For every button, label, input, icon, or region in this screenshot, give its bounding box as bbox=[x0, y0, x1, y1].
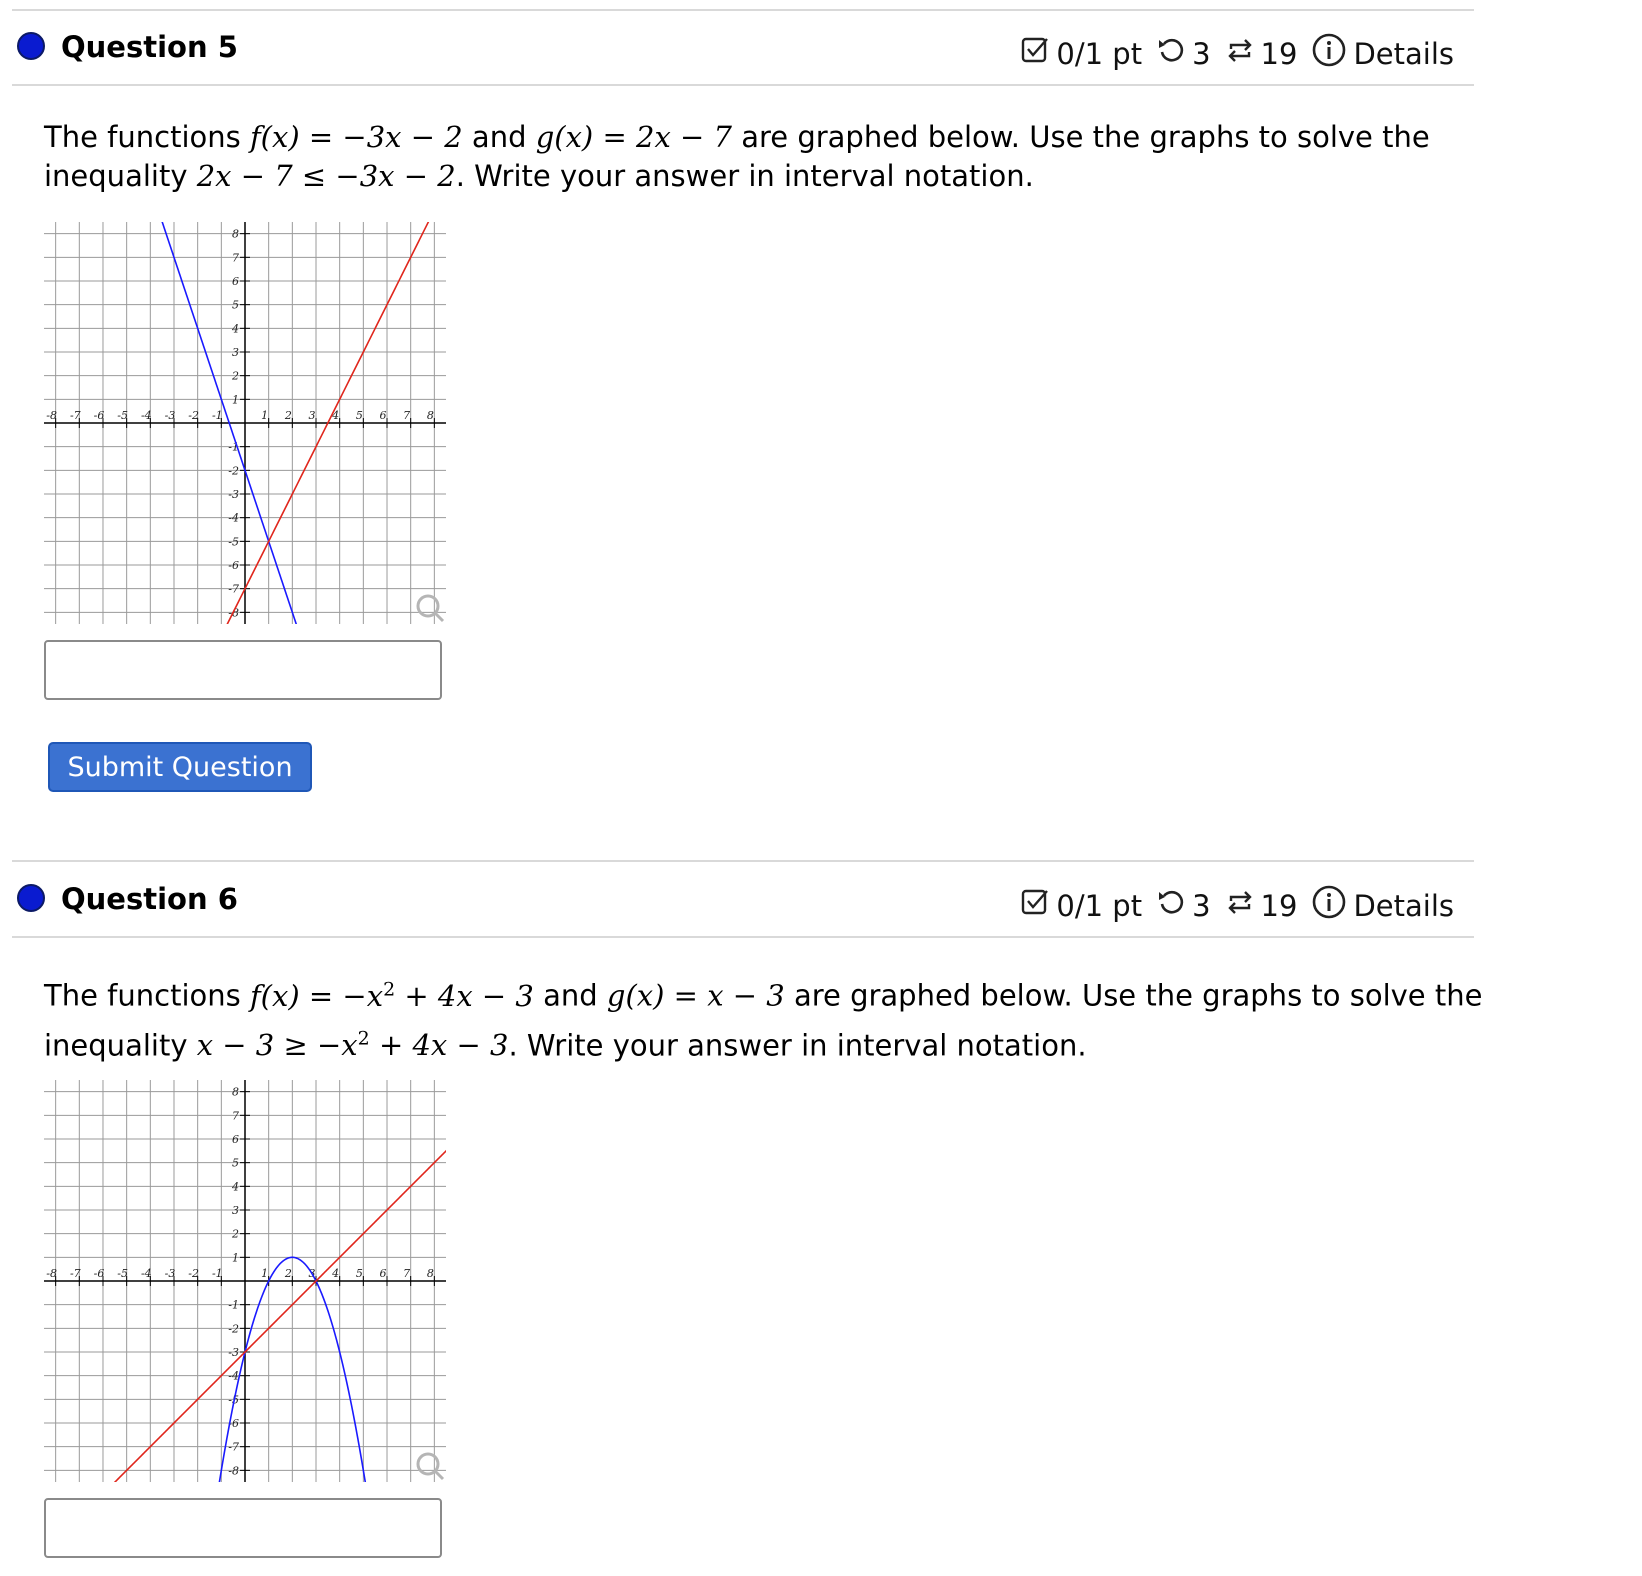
x-tick-label: 2 bbox=[284, 409, 292, 422]
y-tick-label: -3 bbox=[228, 1346, 239, 1360]
y-tick-label: -6 bbox=[228, 1417, 239, 1431]
attempts-text: 19 bbox=[1260, 36, 1298, 71]
f-expression: −3x − 2 bbox=[342, 120, 463, 154]
x-tick-label: 1 bbox=[261, 409, 269, 422]
question-6-header bbox=[12, 860, 1474, 940]
y-tick-label: 4 bbox=[232, 1180, 239, 1194]
f-expression: + 4x − 3 bbox=[395, 978, 534, 1013]
g-label: g(x) = bbox=[606, 978, 708, 1013]
y-tick-label: -5 bbox=[228, 1393, 239, 1407]
y-tick-label: -6 bbox=[228, 559, 239, 573]
problem-line-1 bbox=[44, 118, 1430, 157]
divider bbox=[12, 84, 1474, 86]
y-tick-label: 3 bbox=[232, 1203, 239, 1217]
magnifier-icon[interactable] bbox=[418, 1454, 443, 1479]
repeat-icon bbox=[1225, 887, 1255, 924]
magnifier-icon[interactable] bbox=[418, 596, 443, 621]
y-tick-label: -7 bbox=[228, 582, 239, 596]
x-tick-label: -3 bbox=[164, 1267, 176, 1280]
y-tick-label: -4 bbox=[228, 1369, 239, 1383]
x-tick-label: -6 bbox=[93, 409, 105, 422]
question-bullet-icon bbox=[17, 884, 45, 912]
y-tick-label: 7 bbox=[232, 251, 239, 265]
graph-question-6 bbox=[44, 1080, 446, 1482]
retry-icon bbox=[1156, 887, 1186, 924]
inequality bbox=[197, 1028, 509, 1062]
x-tick-label: 6 bbox=[379, 409, 387, 422]
x-tick-label: 1 bbox=[261, 1267, 269, 1280]
magnifier-handle bbox=[435, 1471, 443, 1479]
f-exponent: 2 bbox=[383, 978, 396, 1000]
details-link[interactable]: Details bbox=[1353, 36, 1454, 71]
question-bullet-icon bbox=[17, 32, 45, 60]
inequality-part: + 4x − 3 bbox=[369, 1028, 509, 1063]
submit-question-button[interactable]: Submit Question bbox=[48, 742, 312, 792]
x-tick-label: -3 bbox=[164, 409, 176, 422]
info-icon[interactable] bbox=[1311, 884, 1347, 927]
x-tick-label: 5 bbox=[355, 1267, 363, 1280]
y-tick-label: 6 bbox=[232, 274, 239, 288]
magnifier-handle bbox=[435, 613, 443, 621]
y-tick-label: 4 bbox=[232, 322, 239, 336]
f-label: f(x) = bbox=[249, 120, 343, 154]
x-tick-label: -8 bbox=[46, 409, 58, 422]
answer-input[interactable] bbox=[44, 1498, 442, 1558]
problem-line-2 bbox=[44, 157, 1430, 196]
x-tick-label: -6 bbox=[93, 1267, 105, 1280]
question-5-header bbox=[12, 10, 1474, 90]
x-tick-label: -8 bbox=[46, 1267, 58, 1280]
y-tick-label: 2 bbox=[232, 369, 239, 383]
problem-text-segment: . Write your answer in interval notation. bbox=[508, 1028, 1087, 1063]
x-tick-label: -5 bbox=[117, 409, 129, 422]
x-tick-label: -1 bbox=[211, 409, 223, 422]
x-tick-label: -7 bbox=[69, 1267, 81, 1280]
retries-text: 3 bbox=[1192, 888, 1211, 923]
x-tick-label: 4 bbox=[332, 409, 340, 422]
function-f bbox=[250, 120, 463, 154]
x-tick-label: 3 bbox=[308, 1267, 316, 1280]
y-tick-label: -8 bbox=[228, 606, 239, 620]
graph-question-5 bbox=[44, 222, 446, 624]
question-meta bbox=[1020, 32, 1454, 75]
y-tick-label: 5 bbox=[232, 298, 239, 312]
x-tick-label: -5 bbox=[117, 1267, 129, 1280]
x-tick-label: 7 bbox=[403, 1267, 411, 1280]
question-title: Question 6 bbox=[61, 882, 238, 916]
score-text: 0/1 pt bbox=[1056, 36, 1143, 71]
y-tick-label: -4 bbox=[228, 511, 239, 525]
problem-text-segment: and bbox=[462, 120, 536, 154]
x-tick-label: 7 bbox=[403, 409, 411, 422]
x-tick-label: 6 bbox=[379, 1267, 387, 1280]
y-tick-label: 8 bbox=[232, 1085, 239, 1099]
x-tick-label: 2 bbox=[284, 1267, 292, 1280]
problem-text-segment: inequality bbox=[44, 159, 197, 193]
question-meta bbox=[1020, 884, 1454, 927]
checkbox-icon bbox=[1020, 887, 1050, 924]
function-f bbox=[250, 979, 534, 1013]
y-tick-label: -1 bbox=[228, 440, 239, 454]
attempts-text: 19 bbox=[1260, 888, 1298, 923]
question-title: Question 5 bbox=[61, 30, 238, 64]
problem-text bbox=[44, 118, 1430, 196]
y-tick-label: -5 bbox=[228, 535, 239, 549]
inequality-part: x − 3 ≥ −x bbox=[196, 1028, 358, 1063]
y-tick-label: 2 bbox=[232, 1227, 239, 1241]
y-tick-label: -7 bbox=[228, 1440, 239, 1454]
x-tick-label: -2 bbox=[188, 1267, 200, 1280]
x-tick-label: -4 bbox=[140, 409, 152, 422]
x-tick-label: 3 bbox=[308, 409, 316, 422]
y-tick-label: -2 bbox=[228, 464, 239, 478]
problem-line-2 bbox=[44, 1020, 1482, 1066]
x-tick-label: -4 bbox=[140, 1267, 152, 1280]
x-tick-label: -1 bbox=[211, 1267, 223, 1280]
x-tick-label: -2 bbox=[188, 409, 200, 422]
y-tick-label: 5 bbox=[232, 1156, 239, 1170]
retries-text: 3 bbox=[1192, 36, 1211, 71]
f-label: f(x) = −x bbox=[249, 978, 384, 1013]
repeat-icon bbox=[1225, 35, 1255, 72]
problem-text-segment: inequality bbox=[44, 1028, 197, 1063]
y-tick-label: 6 bbox=[232, 1132, 239, 1146]
problem-line-1 bbox=[44, 970, 1482, 1016]
problem-text bbox=[44, 970, 1482, 1065]
function-g bbox=[607, 979, 785, 1013]
divider bbox=[12, 936, 1474, 938]
problem-text-segment: . Write your answer in interval notation. bbox=[455, 159, 1034, 193]
problem-text-segment: The functions bbox=[44, 978, 250, 1013]
problem-text-segment: are graphed below. Use the graphs to solve the bbox=[784, 978, 1483, 1013]
retry-icon bbox=[1156, 35, 1186, 72]
y-tick-label: -8 bbox=[228, 1464, 239, 1478]
y-tick-label: 1 bbox=[232, 393, 239, 407]
y-tick-label: 8 bbox=[232, 227, 239, 241]
score-text: 0/1 pt bbox=[1056, 888, 1143, 923]
x-tick-label: 5 bbox=[355, 409, 363, 422]
function-g bbox=[536, 120, 732, 154]
details-link[interactable]: Details bbox=[1353, 888, 1454, 923]
problem-text-segment: The functions bbox=[44, 120, 250, 154]
x-tick-label: 8 bbox=[426, 1267, 434, 1280]
y-tick-label: 7 bbox=[232, 1109, 239, 1123]
g-label: g(x) = bbox=[535, 120, 636, 154]
answer-input[interactable] bbox=[44, 640, 442, 700]
y-tick-label: 1 bbox=[232, 1251, 239, 1265]
x-tick-label: 4 bbox=[332, 1267, 340, 1280]
y-tick-label: 3 bbox=[232, 345, 239, 359]
x-tick-label: 8 bbox=[426, 409, 434, 422]
info-icon[interactable] bbox=[1311, 32, 1347, 75]
y-tick-label: -2 bbox=[228, 1322, 239, 1336]
problem-text-segment: and bbox=[533, 978, 607, 1013]
checkbox-icon bbox=[1020, 35, 1050, 72]
g-expression: 2x − 7 bbox=[636, 120, 732, 154]
inequality: 2x − 7 ≤ −3x − 2 bbox=[196, 159, 456, 193]
g-expression: x − 3 bbox=[707, 978, 785, 1013]
problem-text-segment: are graphed below. Use the graphs to solve the bbox=[732, 120, 1430, 154]
y-tick-label: -1 bbox=[228, 1298, 239, 1312]
inequality-exponent: 2 bbox=[357, 1027, 370, 1050]
y-tick-label: -3 bbox=[228, 488, 239, 502]
x-tick-label: -7 bbox=[69, 409, 81, 422]
